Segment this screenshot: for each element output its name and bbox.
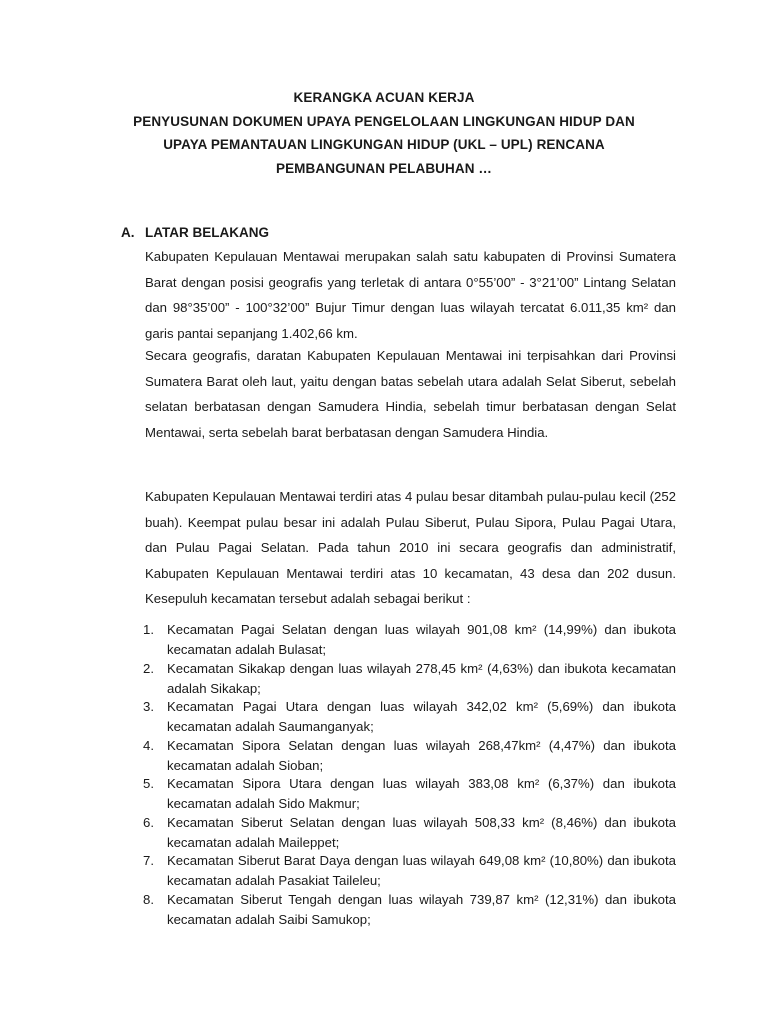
section-letter: A. xyxy=(121,225,135,240)
list-item-text: Kecamatan Sipora Selatan dengan luas wilayah 268,47km² (4,47%) dan ibukota kecamatan adalah Sioban; xyxy=(167,737,676,773)
list-item-text: Kecamatan Pagai Selatan dengan luas wilayah 901,08 km² (14,99%) dan ibukota kecamatan adalah Bulasat; xyxy=(167,622,676,657)
title-line: PENYUSUNAN DOKUMEN UPAYA PENGELOLAAN LINGKUNGAN HIDUP DAN xyxy=(133,113,635,129)
list-item xyxy=(143,851,676,890)
list-item-text: Kecamatan Siberut Tengah dengan luas wilayah 739,87 km² (12,31%) dan ibukota kecamatan adalah Saibi Samukop; xyxy=(167,891,676,927)
list-item xyxy=(143,890,676,929)
list-item-text: Kecamatan Sikakap dengan luas wilayah 278,45 km² (4,63%) dan ibukota kecamatan adalah Sikakap; xyxy=(167,660,676,696)
kecamatan-list xyxy=(143,620,676,928)
list-item-text: Kecamatan Siberut Selatan dengan luas wilayah 508,33 km² (8,46%) dan ibukota kecamatan adalah Maileppet; xyxy=(167,814,676,850)
list-item-text: Kecamatan Siberut Barat Daya dengan luas wilayah 649,08 km² (10,80%) dan ibukota kecamatan adalah Pasakiat Taileleu; xyxy=(167,853,676,888)
list-item-text: Kecamatan Sipora Utara dengan luas wilayah 383,08 km² (6,37%) dan ibukota kecamatan adalah Sido Makmur; xyxy=(167,776,676,811)
paragraph: Kabupaten Kepulauan Mentawai merupakan salah satu kabupaten di Provinsi Sumatera Barat dengan posisi geografis yang terletak di antara 0°55’00” - 3°21’00” Lintang Selatan dan 98°35’00” - 100°32’00” Bujur Timur dengan luas wilayah tercatat 6.011,35 km² dan garis pantai sepanjang 1.402,66 km. xyxy=(145,249,676,341)
list-item xyxy=(143,813,676,852)
title-line: PEMBANGUNAN PELABUHAN … xyxy=(275,160,493,176)
title-line: KERANGKA ACUAN KERJA xyxy=(293,90,475,105)
list-item-number: 1. xyxy=(143,622,154,637)
list-item xyxy=(143,697,676,736)
list-item-number: 6. xyxy=(143,814,154,830)
list-item-number: 5. xyxy=(143,776,154,791)
list-item xyxy=(143,736,676,775)
document-title xyxy=(90,86,678,180)
section-heading-text: LATAR BELAKANG xyxy=(145,225,269,240)
list-item xyxy=(143,659,676,698)
list-item-number: 8. xyxy=(143,891,154,907)
list-item-number: 2. xyxy=(143,660,154,676)
list-item xyxy=(143,774,676,813)
paragraph: Kabupaten Kepulauan Mentawai terdiri atas 4 pulau besar ditambah pulau-pulau kecil (252 buah). Keempat pulau besar ini adalah Pulau Siberut, Pulau Sipora, Pulau Pagai Utara, dan Pulau Pagai Selatan. Pada tahun 2010 ini secara geografis dan administratif, Kabupaten Kepulauan Mentawai terdiri atas 10 kecamatan, 43 desa dan 202 dusun. Kesepuluh kecamatan tersebut adalah sebagai berikut : xyxy=(145,489,676,607)
list-item-number: 4. xyxy=(143,737,154,753)
title-line: UPAYA PEMANTAUAN LINGKUNGAN HIDUP (UKL – UPL) RENCANA xyxy=(163,137,605,152)
list-item-number: 7. xyxy=(143,853,154,868)
section-heading xyxy=(121,223,269,243)
list-item xyxy=(143,620,676,659)
paragraph: Secara geografis, daratan Kabupaten Kepulauan Mentawai ini terpisahkan dari Provinsi Sumatera Barat oleh laut, yaitu dengan batas sebelah utara adalah Selat Siberut, sebelah selatan berbatasan dengan Samudera Hindia, sebelah timur berbatasan dengan Selat Mentawai, serta sebelah barat berbatasan dengan Samudera Hindia. xyxy=(145,348,676,440)
list-item-text: Kecamatan Pagai Utara dengan luas wilayah 342,02 km² (5,69%) dan ibukota kecamatan adalah Saumanganyak; xyxy=(167,699,676,734)
list-item-number: 3. xyxy=(143,699,154,714)
